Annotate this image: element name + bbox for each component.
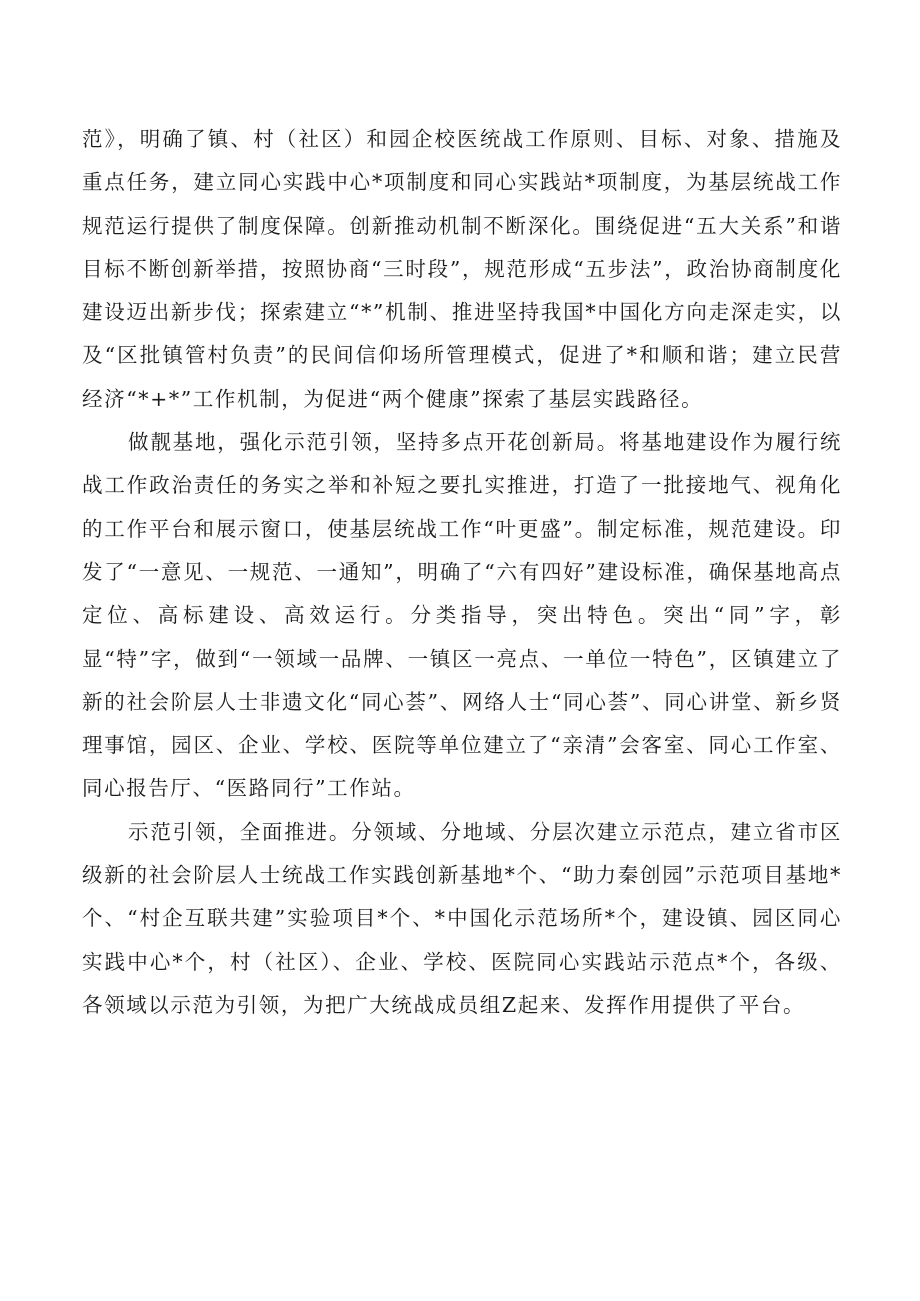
document-body xyxy=(82,118,842,1027)
paragraph-3: 示范引领，全面推进。分领域、分地域、分层次建立示范点，建立省市区级新的社会阶层人士统战工作实践创新基地*个、“助力秦创园”示范项目基地*个、“村企互联共建”实验项目*个、*中国化示范场所*个，建设镇、园区同心实践中心*个，村（社区）、企业、学校、医院同心实践站示范点*个，各级、各领域以示范为引领，为把广大统战成员组Z起来、发挥作用提供了平台。 xyxy=(82,819,842,1017)
paragraph-1: 范》，明确了镇、村（社区）和园企校医统战工作原则、目标、对象、措施及重点任务，建立同心实践中心*项制度和同心实践站*项制度，为基层统战工作规范运行提供了制度保障。创新推动机制不断深化。围绕促进“五大关系”和谐目标不断创新举措，按照协商“三时段”，规范形成“五步法”，政治协商制度化建设迈出新步伐；探索建立“*”机制、推进坚持我国*中国化方向走深走实，以及“区批镇管村负责”的民间信仰场所管理模式，促进了*和顺和谐；建立民营经济“*+*”工作机制，为促进“两个健康”探索了基层实践路径。 xyxy=(82,127,842,411)
paragraph-2: 做靓基地，强化示范引领，坚持多点开花创新局。将基地建设作为履行统战工作政治责任的务实之举和补短之要扎实推进，打造了一批接地气、视角化的工作平台和展示窗口，使基层统战工作“叶更盛”。制定标准，规范建设。印发了“一意见、一规范、一通知”，明确了“六有四好”建设标准，确保基地高点定位、高标建设、高效运行。分类指导，突出特色。突出“同”字，彰显“特”字，做到“一领域一品牌、一镇区一亮点、一单位一特色”，区镇建立了新的社会阶层人士非遗文化“同心荟”、网络人士“同心荟”、同心讲堂、新乡贤理事馆，园区、企业、学校、医院等单位建立了“亲清”会客室、同心工作室、同心报告厅、“医路同行”工作站。 xyxy=(82,430,842,801)
